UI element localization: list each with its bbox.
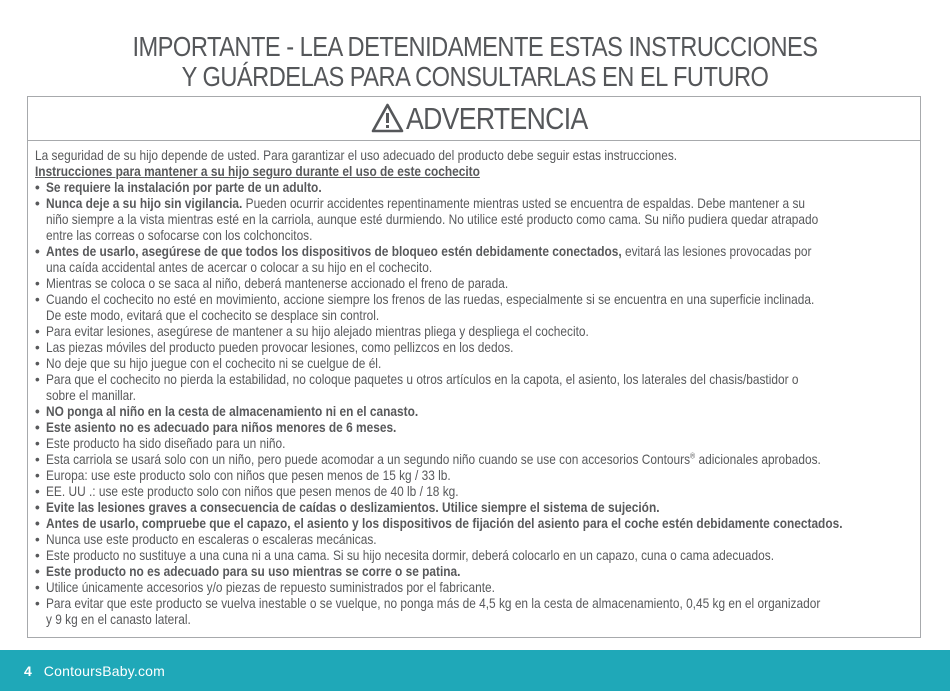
item-text: EE. UU .: use este producto solo con niños que pesen menos de 40 lb / 18 kg. [46,484,459,499]
bold-text: Se requiere la instalación por parte de un adulto. [46,180,322,195]
item-text: Pueden ocurrir accidentes repentinamente mientras usted se encuentra de espaldas. Debe mantener a su [242,196,806,211]
bullet-icon: • [35,372,40,387]
bullet-icon: • [35,580,40,595]
bold-text: NO ponga al niño en la cesta de almacenamiento ni en el canasto. [46,404,419,419]
list-item-text [46,356,950,372]
list-item [35,420,919,436]
list-item-text [46,436,950,452]
item-continuation: niño siempre a la vista mientras esté en la carriola, aunque esté durmiendo. No utilice esté producto como cama. Su niño pudiera quedar atrapado [46,212,819,227]
warning-body [35,148,919,628]
item-text: Europa: use este producto solo con niños que pesen menos de 15 kg / 33 lb. [46,468,451,483]
list-item-text [46,468,950,484]
list-item [35,516,919,532]
item-text: Esta carriola se usará solo con un niño, pero puede acomodar a un segundo niño cuando se use con accesorios Contours [46,452,691,467]
list-item-text [46,580,950,596]
list-item-text [46,372,950,404]
bold-text: Este producto no es adecuado para su uso mientras se corre o se patina. [46,564,461,579]
list-item-text [46,532,950,548]
bold-text: Este asiento no es adecuado para niños menores de 6 meses. [46,420,397,435]
list-item [35,372,919,404]
item-text: Utilice únicamente accesorios y/o piezas de repuesto suministrados por el fabricante. [46,580,495,595]
item-continuation: y 9 kg en el canasto lateral. [46,612,191,627]
bold-text: Nunca deje a su hijo sin vigilancia. [46,196,243,211]
subheading: Instrucciones para mantener a su hijo seguro durante el uso de este cochecito [35,164,480,179]
bullet-icon: • [35,484,40,499]
item-continuation: De este modo, evitará que el cochecito se desplace sin control. [46,308,380,323]
warning-header [28,97,920,141]
bullet-icon: • [35,324,40,339]
list-item-text [46,340,950,356]
list-item-text [46,292,950,324]
list-item [35,564,919,580]
bullet-icon: • [35,180,40,195]
list-item-text [46,596,950,628]
item-text: Este producto ha sido diseñado para un niño. [46,436,286,451]
item-text: Cuando el cochecito no esté en movimiento, accione siempre los frenos de las ruedas, especialmente si se encuentra en una superficie inclinada. [46,292,815,307]
item-text: Para evitar que este producto se vuelva inestable o se vuelque, no ponga más de 4,5 kg en la cesta de almacenamiento, 0,45 kg en el organizador [46,596,821,611]
list-item-text [46,244,950,276]
list-item-text [46,516,950,532]
bullet-icon: • [35,596,40,611]
item-continuation: entre las correas o sofocarse con los colchoncitos. [46,228,313,243]
list-item [35,276,919,292]
list-item [35,596,919,628]
bullet-icon: • [35,276,40,291]
warning-title: ADVERTENCIA [405,100,588,136]
list-item [35,548,919,564]
list-item [35,244,919,276]
item-text-end: adicionales aprobados. [695,452,821,467]
bullet-icon: • [35,436,40,451]
warning-triangle-icon [371,103,404,133]
list-item-text [46,564,950,580]
bullet-icon: • [35,356,40,371]
item-continuation: una caída accidental antes de acercar o colocar a su hijo en el cochecito. [46,260,433,275]
item-text: Para que el cochecito no pierda la estabilidad, no coloque paquetes u otros artículos en la capota, el asiento, los laterales del chasis/bastidor o [46,372,799,387]
list-item [35,324,919,340]
bullet-icon: • [35,420,40,435]
item-text: Este producto no sustituye a una cuna ni a una cama. Si su hijo necesita dormir, deberá colocarlo en un capazo, cuna o cama adecuados. [46,548,774,563]
registered-mark: ® [690,451,696,461]
list-item [35,452,919,468]
list-item [35,580,919,596]
list-item-text [46,196,950,244]
list-item [35,356,919,372]
bullet-icon: • [35,340,40,355]
list-item-text [46,180,950,196]
bullet-list [35,180,919,628]
bold-text: Antes de usarlo, asegúrese de que todos los dispositivos de bloqueo estén debidamente conectados, [46,244,622,259]
bullet-icon: • [35,404,40,419]
bold-text: Evite las lesiones graves a consecuencia de caídas o deslizamientos. Utilice siempre el sistema de sujeción. [46,500,660,515]
bullet-icon: • [35,292,40,307]
bullet-icon: • [35,516,40,531]
item-text: Para evitar lesiones, asegúrese de mantener a su hijo alejado mientras pliega y despliega el cochecito. [46,324,589,339]
item-text: Nunca use este producto en escaleras o escaleras mecánicas. [46,532,377,547]
list-item [35,340,919,356]
bullet-icon: • [35,564,40,579]
list-item [35,500,919,516]
item-text: Mientras se coloca o se saca al niño, deberá mantenerse accionado el freno de parada. [46,276,509,291]
item-continuation: sobre el manillar. [46,388,136,403]
heading-line-1: IMPORTANTE - LEA DETENIDAMENTE ESTAS INSTRUCCIONES [132,31,818,62]
list-item-text [46,452,950,468]
bullet-icon: • [35,452,40,467]
bullet-icon: • [35,244,40,259]
warning-box [27,96,921,638]
list-item-text [46,324,950,340]
list-item [35,196,919,244]
intro-text: La seguridad de su hijo depende de usted. Para garantizar el uso adecuado del producto debe seguir estas instrucciones. [35,148,678,163]
list-item [35,292,919,324]
list-item [35,404,919,420]
list-item [35,468,919,484]
bullet-icon: • [35,196,40,211]
list-item-text [46,276,950,292]
bullet-icon: • [35,500,40,515]
list-item [35,532,919,548]
list-item-text [46,500,950,516]
item-text: No deje que su hijo juegue con el cochecito ni se cuelgue de él. [46,356,382,371]
website-link[interactable]: ContoursBaby.com [43,662,166,679]
list-item [35,436,919,452]
list-item-text [46,420,950,436]
list-item [35,180,919,196]
item-text: evitará las lesiones provocadas por [621,244,812,259]
bullet-icon: • [35,548,40,563]
bullet-icon: • [35,532,40,547]
list-item-text [46,548,950,564]
bold-text: Antes de usarlo, compruebe que el capazo, el asiento y los dispositivos de fijación del asiento para el coche estén debidamente conectados. [46,516,843,531]
item-text: Las piezas móviles del producto pueden provocar lesiones, como pellizcos en los dedos. [46,340,514,355]
list-item-text [46,404,950,420]
list-item-text [46,484,950,500]
bullet-icon: • [35,468,40,483]
footer-bar [0,650,950,691]
heading-line-2: Y GUÁRDELAS PARA CONSULTARLAS EN EL FUTURO [181,61,769,92]
page-number: 4 [24,662,32,679]
list-item [35,484,919,500]
page-heading [0,32,950,92]
